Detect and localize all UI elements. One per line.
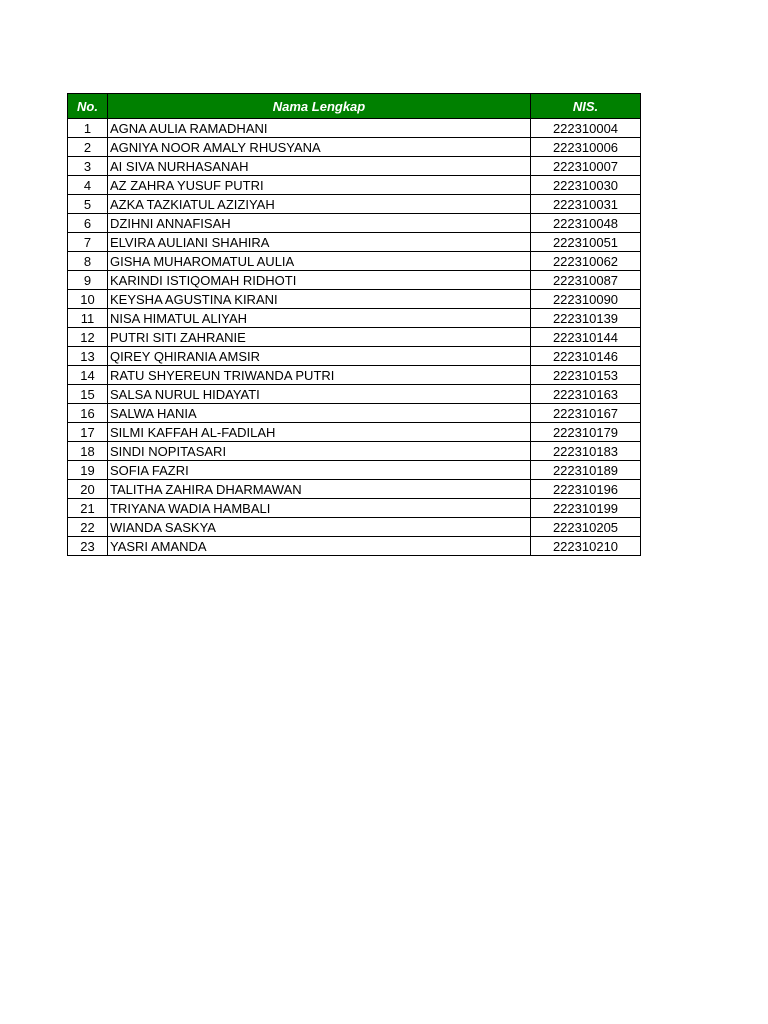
cell-no: 19 [68,461,108,480]
table-row [68,328,641,347]
cell-name: SILMI KAFFAH AL-FADILAH [108,423,531,442]
cell-name: GISHA MUHAROMATUL AULIA [108,252,531,271]
column-header-nis: NIS. [531,94,641,119]
cell-nis: 222310087 [531,271,641,290]
cell-no: 10 [68,290,108,309]
cell-nis: 222310144 [531,328,641,347]
table-row [68,499,641,518]
cell-no: 7 [68,233,108,252]
cell-no: 20 [68,480,108,499]
cell-no: 15 [68,385,108,404]
table-row [68,480,641,499]
cell-no: 1 [68,119,108,138]
cell-name: QIREY QHIRANIA AMSIR [108,347,531,366]
table-row [68,176,641,195]
cell-no: 14 [68,366,108,385]
cell-nis: 222310062 [531,252,641,271]
cell-no: 6 [68,214,108,233]
table-row [68,233,641,252]
cell-name: NISA HIMATUL ALIYAH [108,309,531,328]
table-row [68,195,641,214]
cell-name: AGNIYA NOOR AMALY RHUSYANA [108,138,531,157]
cell-name: ELVIRA AULIANI SHAHIRA [108,233,531,252]
cell-no: 9 [68,271,108,290]
cell-nis: 222310183 [531,442,641,461]
table-row [68,119,641,138]
cell-name: KEYSHA AGUSTINA KIRANI [108,290,531,309]
cell-no: 5 [68,195,108,214]
cell-nis: 222310189 [531,461,641,480]
cell-name: TRIYANA WADIA HAMBALI [108,499,531,518]
table-row [68,138,641,157]
table-row [68,252,641,271]
column-header-name: Nama Lengkap [108,94,531,119]
cell-name: AZ ZAHRA YUSUF PUTRI [108,176,531,195]
cell-nis: 222310179 [531,423,641,442]
cell-no: 16 [68,404,108,423]
cell-name: YASRI AMANDA [108,537,531,556]
cell-name: SALSA NURUL HIDAYATI [108,385,531,404]
cell-nis: 222310153 [531,366,641,385]
student-roster-table [67,93,641,556]
cell-name: WIANDA SASKYA [108,518,531,537]
cell-nis: 222310004 [531,119,641,138]
table-row [68,518,641,537]
cell-no: 2 [68,138,108,157]
column-header-no: No. [68,94,108,119]
cell-nis: 222310163 [531,385,641,404]
cell-nis: 222310139 [531,309,641,328]
cell-no: 23 [68,537,108,556]
table-row [68,347,641,366]
cell-nis: 222310199 [531,499,641,518]
table-row [68,461,641,480]
cell-nis: 222310210 [531,537,641,556]
cell-no: 17 [68,423,108,442]
cell-name: SALWA HANIA [108,404,531,423]
cell-name: SOFIA FAZRI [108,461,531,480]
cell-no: 11 [68,309,108,328]
cell-name: PUTRI SITI ZAHRANIE [108,328,531,347]
cell-no: 8 [68,252,108,271]
table-row [68,366,641,385]
cell-name: RATU SHYEREUN TRIWANDA PUTRI [108,366,531,385]
table-row [68,271,641,290]
cell-nis: 222310007 [531,157,641,176]
table-row [68,404,641,423]
cell-nis: 222310051 [531,233,641,252]
cell-nis: 222310146 [531,347,641,366]
table-body [68,119,641,556]
table-header-row [68,94,641,119]
table-row [68,214,641,233]
cell-no: 18 [68,442,108,461]
cell-name: AGNA AULIA RAMADHANI [108,119,531,138]
table-row [68,290,641,309]
cell-no: 4 [68,176,108,195]
cell-nis: 222310048 [531,214,641,233]
cell-name: TALITHA ZAHIRA DHARMAWAN [108,480,531,499]
cell-name: KARINDI ISTIQOMAH RIDHOTI [108,271,531,290]
cell-nis: 222310031 [531,195,641,214]
cell-no: 3 [68,157,108,176]
table-row [68,537,641,556]
cell-nis: 222310167 [531,404,641,423]
cell-nis: 222310205 [531,518,641,537]
table-row [68,309,641,328]
table-row [68,423,641,442]
cell-name: AZKA TAZKIATUL AZIZIYAH [108,195,531,214]
cell-no: 21 [68,499,108,518]
table-row [68,157,641,176]
cell-name: DZIHNI ANNAFISAH [108,214,531,233]
cell-nis: 222310196 [531,480,641,499]
cell-name: AI SIVA NURHASANAH [108,157,531,176]
table-row [68,442,641,461]
cell-no: 22 [68,518,108,537]
cell-no: 12 [68,328,108,347]
cell-no: 13 [68,347,108,366]
table-row [68,385,641,404]
cell-nis: 222310030 [531,176,641,195]
cell-name: SINDI NOPITASARI [108,442,531,461]
cell-nis: 222310090 [531,290,641,309]
cell-nis: 222310006 [531,138,641,157]
